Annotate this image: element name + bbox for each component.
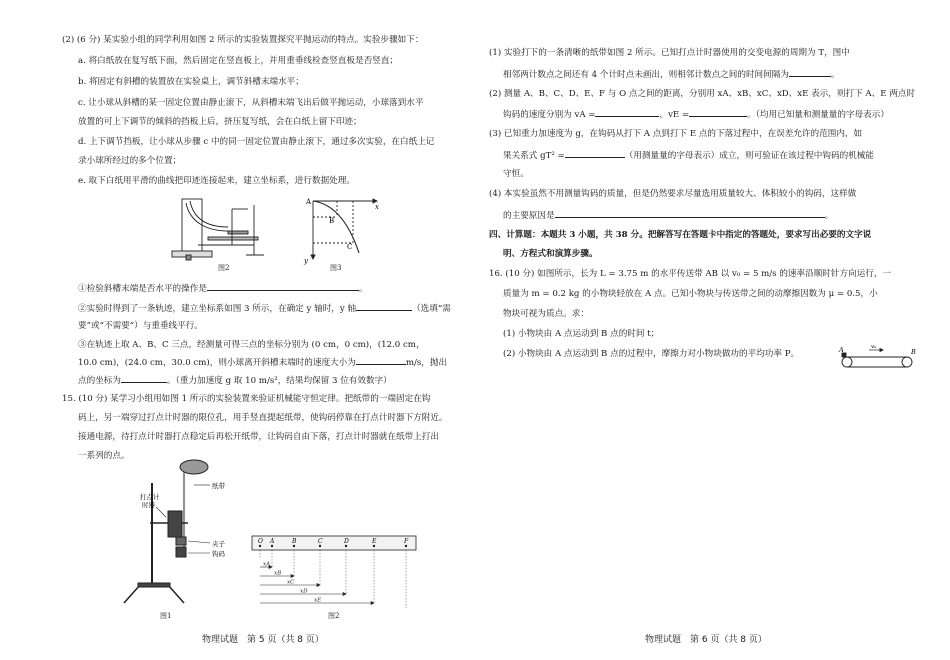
q15-sub2-line2: 钩码的速度分别为 vA = ，vE = 。（均用已知量和测量量的字母表示）	[503, 107, 889, 121]
q15-sub1-line2: 相邻两计数点之间还有 4 个计时点未画出，则相邻计数点之间的时间间隔为 。	[503, 67, 840, 81]
belt-velocity-label: v₀	[871, 344, 877, 350]
weight-label: 钩码	[212, 550, 225, 558]
answer-blank[interactable]	[356, 355, 406, 365]
page-footer: 物理试题 第 5 页（共 8 页）	[202, 635, 324, 645]
answer-blank[interactable]	[565, 148, 625, 158]
fig2-tape-caption: 图2	[328, 612, 340, 620]
q16-line1: 16. (10 分) 如图所示，长为 L = 3.75 m 的水平传送带 AB 以 v₀ = 5 m/s 的速率沿顺时针方向运行，一	[489, 269, 892, 279]
answer-blank[interactable]	[595, 107, 659, 117]
tape-point-label: D	[344, 538, 349, 545]
q15-line1: 15. (10 分) 某学习小组用如图 1 所示的实验装置来验证机械能守恒定律。把纸带的一端固定在钩	[62, 394, 431, 404]
tape-point-label: A	[270, 538, 275, 545]
step-c-line1: c. 让小球从斜槽的某一固定位置由静止滚下，从斜槽末端飞出后做平抛运动，小球落到水平	[78, 98, 424, 108]
tape-label: 纸带	[212, 482, 225, 490]
step-c-line2: 放置的可上下调节的倾斜的挡板上后，挤压复写纸，会在白纸上留下印迹；	[78, 117, 362, 127]
q15-line4: 一系列的点。	[78, 451, 130, 461]
step-a: a. 将白纸放在复写纸下面，然后固定在竖直板上，并用重垂线检查竖直板是否竖直；	[78, 56, 398, 66]
tape-dimension-label: xC	[287, 579, 295, 586]
answer-blank[interactable]	[356, 301, 412, 311]
belt-point-a: A	[839, 346, 844, 354]
section4-line1: 四、计算题：本题共 3 小题，共 38 分。把解答写在答题卡中指定的答题处，要求写出必要的文字说	[489, 230, 872, 240]
tape-point-label: F	[404, 538, 409, 545]
q15-sub2-line1: (2) 测量 A、B、C、D、E、F 与 O 点之间的距离，分别用 xA、xB、xC、xD、xE 表示，则打下 A、E 两点时	[489, 89, 916, 99]
fig1-caption: 图1	[160, 612, 172, 620]
answer-blank[interactable]	[207, 281, 359, 291]
q15-line3: 接通电源，待打点计时器打点稳定后再松开纸带，让钩码自由下落，打点计时器就在纸带上打出	[78, 432, 439, 442]
fig3-caption: 图3	[330, 264, 342, 272]
tape-dot-o	[259, 545, 261, 547]
sub3-line1: ③在轨迹上取 A、B、C 三点，经测量可得三点的坐标分别为 (0 cm，0 cm)，(12.0 cm，	[78, 340, 425, 350]
tape-dimension-arrow	[343, 593, 346, 596]
q15-sub3-line3: 守恒。	[503, 169, 529, 179]
step-d-line2: 录小球所经过的多个位置；	[78, 156, 182, 166]
tape-point-label: E	[372, 538, 377, 545]
q16-question1: (1) 小物块由 A 点运动到 B 点的时间 t；	[503, 329, 660, 339]
timer-label-line2: 时器	[142, 501, 155, 509]
q15-sub3-line2: 果关系式 gT² = （用测量量的字母表示）成立，则可验证在该过程中钩码的机械能	[503, 148, 874, 162]
tape-dot-e	[373, 545, 375, 547]
point-a-label: A	[306, 198, 312, 206]
q15-sub1-line1: (1) 实验打下的一条清晰的纸带如图 2 所示。已知打点计时器使用的交变电源的周期为 T，图中	[489, 48, 850, 58]
tape-point-label: B	[292, 538, 297, 545]
tape-dot-c	[319, 545, 321, 547]
q15-sub3-line1: (3) 已知重力加速度为 g，在钩码从打下 A 点到打下 E 点的下落过程中，在误差允许的范围内，如	[489, 129, 863, 139]
tape-dot-b	[293, 545, 295, 547]
tape-dot-a	[271, 545, 273, 547]
step-b: b. 将固定有斜槽的装置放在实验桌上，调节斜槽末端水平；	[78, 77, 304, 87]
belt-point-b: B	[911, 348, 916, 356]
answer-blank[interactable]	[121, 373, 167, 383]
q15-sub4-line1: (4) 本实验虽然不用测量钩码的质量，但是仍然要求尽量选用质量较大、体积较小的钩码，这样做	[489, 189, 857, 199]
tape-dimension-label: xB	[274, 570, 282, 577]
sub2-line2: 要”或“不需要”）与重垂线平行。	[78, 321, 203, 331]
point-c-label: C	[347, 243, 353, 251]
q16-line2: 质量为 m = 0.2 kg 的小物块轻放在 A 点。已知小物块与传送带之间的动摩擦因数为 μ = 0.5，小	[503, 289, 878, 299]
sub3-line2: 10.0 cm)，(24.0 cm，30.0 cm)，则小球离开斜槽末端时的速度大小为 m/s，抛出	[78, 355, 447, 369]
y-axis-label: y	[304, 257, 308, 265]
tape-point-label: O	[258, 538, 263, 545]
q16-question2: (2) 小物块由 A 点运动到 B 点的过程中，摩擦力对小物块做功的平均功率 P。	[503, 349, 800, 359]
tape-dimension-label: xD	[300, 588, 308, 595]
step-e: e. 取下白纸用平滑的曲线把印迹连接起来，建立坐标系，进行数据处理。	[78, 176, 355, 186]
tape-dimension-arrow	[291, 575, 294, 578]
sub2-line1: ②实验时得到了一条轨迹，建立坐标系如图 3 所示，在确定 y 轴时，y 轴 （选填“需	[78, 301, 451, 315]
tape-dot-d	[345, 545, 347, 547]
timer-label-line1: 打点计	[140, 493, 160, 501]
tape-dot-f	[405, 545, 407, 547]
page-6	[475, 0, 950, 660]
tape-dimension-arrow	[371, 602, 374, 605]
clip-label: 夹子	[212, 540, 225, 548]
tape-dimension-label: xA	[263, 561, 271, 568]
q16-line3: 物块可视为质点。求：	[503, 309, 589, 319]
tape-dimension-arrow	[317, 584, 320, 587]
sub3-line3: 点的坐标为 。（重力加速度 g 取 10 m/s²，结果均保留 3 位有效数字）	[78, 373, 392, 387]
answer-blank[interactable]	[555, 208, 825, 218]
projectile-apparatus-figure	[168, 193, 273, 261]
x-axis-label: x	[375, 203, 379, 211]
conveyor-belt-figure	[837, 344, 919, 374]
sub1-question: ①检验斜槽末端是否水平的操作是 。	[78, 281, 368, 295]
q14-part2-intro: (2) (6 分) 某实验小组的同学利用如图 2 所示的实验装置探究平抛运动的特点。实验步骤如下：	[62, 35, 424, 45]
section4-line2: 明、方程式和演算步骤。	[503, 249, 598, 259]
tape-point-label: C	[318, 538, 323, 545]
trajectory-graph-figure	[303, 195, 383, 265]
energy-apparatus-figure	[110, 455, 240, 607]
answer-blank[interactable]	[789, 67, 831, 77]
q15-sub4-line2: 的主要原因是 。	[503, 208, 833, 222]
answer-blank[interactable]	[689, 107, 747, 117]
fig2-caption: 图2	[218, 264, 230, 272]
step-d-line1: d. 上下调节挡板，让小球从步骤 c 中的同一固定位置由静止滚下，通过多次实验，在白纸上记	[78, 137, 435, 147]
q15-line2: 码上，另一端穿过打点计时器的限位孔，用手竖直提起纸带，使钩码停靠在打点计时器下方附近。	[78, 413, 448, 423]
point-b-label: B	[329, 217, 335, 225]
tape-dimension-label: xE	[314, 597, 322, 604]
paper-tape-figure	[250, 528, 420, 608]
page-footer: 物理试题 第 6 页（共 8 页）	[645, 635, 767, 645]
